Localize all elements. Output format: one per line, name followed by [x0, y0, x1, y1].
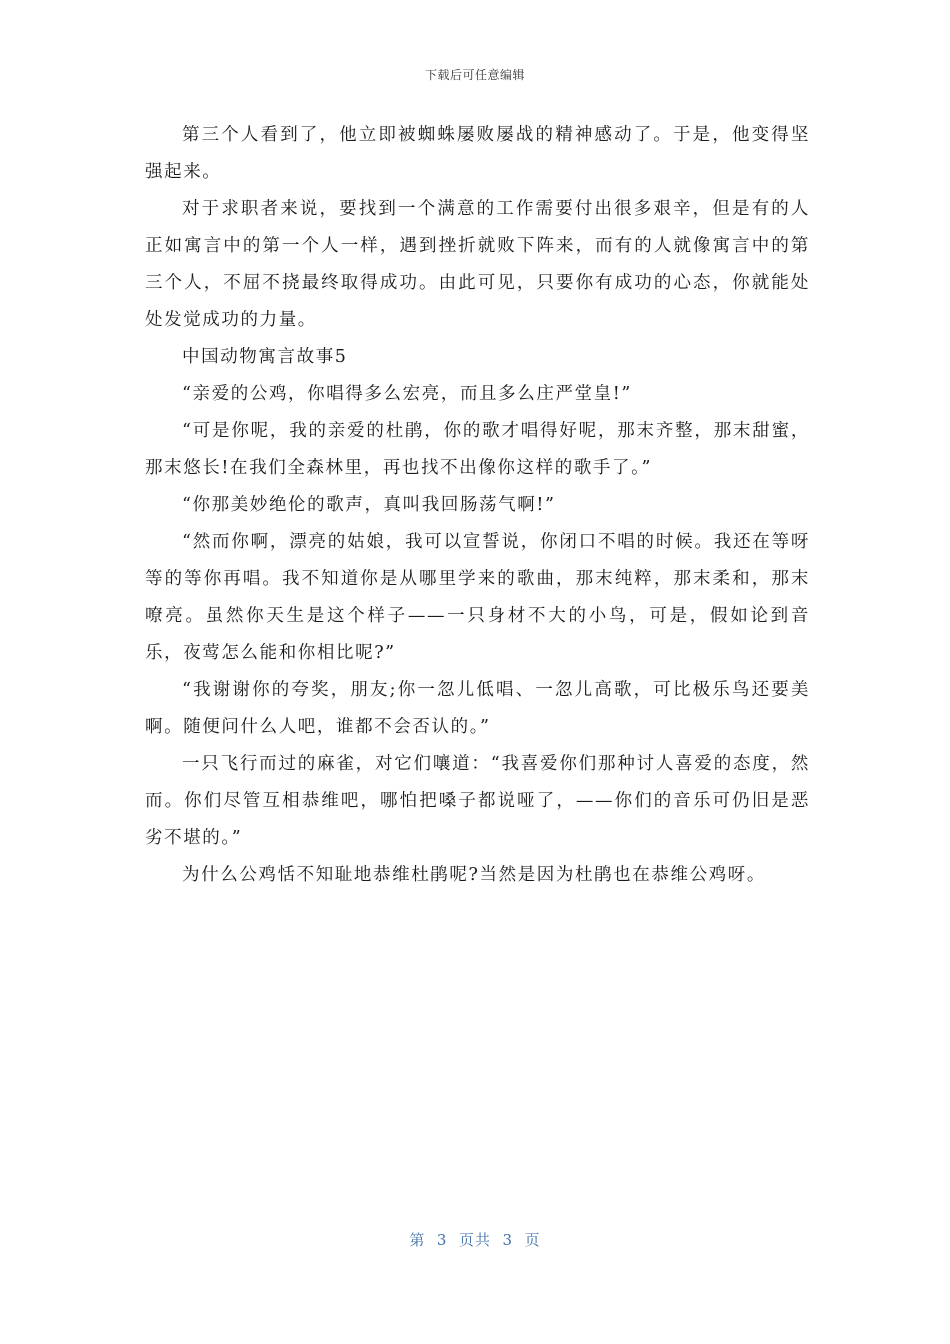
- paragraph: 第三个人看到了，他立即被蜘蛛屡败屡战的精神感动了。于是，他变得坚强起来。: [145, 125, 810, 182]
- page-header: 下载后可任意编辑: [424, 68, 525, 82]
- paragraph: “然而你啊，漂亮的姑娘，我可以宣誓说，你闭口不唱的时候。我还在等呀等的等你再唱。我不知道你是从哪里学来的歌曲，那末纯粹，那末柔和，那末嘹亮。虽然你天生是这个样子——一只身材不大的小鸟，可是，假如论到音乐，夜莺怎么能和你相比呢?”: [145, 532, 810, 663]
- paragraph: “可是你呢，我的亲爱的杜鹃，你的歌才唱得好呢，那末齐整，那末甜蜜，那末悠长!在我们全森林里，再也找不出像你这样的歌手了。”: [145, 421, 810, 478]
- paragraph: “亲爱的公鸡，你唱得多么宏亮，而且多么庄严堂皇!”: [182, 384, 632, 404]
- page-number-footer: 第 3 页共 3 页: [409, 1231, 541, 1249]
- paragraph: 对于求职者来说，要找到一个满意的工作需要付出很多艰辛，但是有的人正如寓言中的第一个人一样，遇到挫折就败下阵来，而有的人就像寓言中的第三个人，不屈不挠最终取得成功。由此可见，只要你有成功的心态，你就能处处发觉成功的力量。: [145, 199, 810, 330]
- paragraph: 为什么公鸡恬不知耻地恭维杜鹃呢?当然是因为杜鹃也在恭维公鸡呀。: [182, 865, 766, 885]
- paragraph: 一只飞行而过的麻雀，对它们嚷道：“我喜爱你们那种讨人喜爱的态度，然而。你们尽管互相恭维吧，哪怕把嗓子都说哑了，——你们的音乐可仍旧是恶劣不堪的。”: [145, 754, 810, 848]
- paragraph: “你那美妙绝伦的歌声，真叫我回肠荡气啊!”: [182, 495, 556, 515]
- document-body: [145, 117, 810, 894]
- section-title: 中国动物寓言故事5: [182, 347, 348, 367]
- paragraph: “我谢谢你的夸奖，朋友;你一忽儿低唱、一忽儿高歌，可比极乐鸟还要美啊。随便问什么人吧，谁都不会否认的。”: [145, 680, 810, 737]
